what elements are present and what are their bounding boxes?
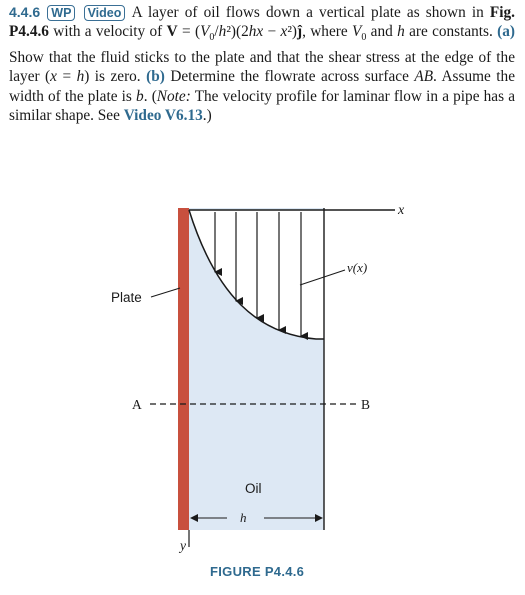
y-axis-label: y xyxy=(180,538,186,553)
text-segment: ²) xyxy=(287,23,297,41)
section-b-label: B xyxy=(361,397,371,412)
text-segment: − xyxy=(263,23,281,41)
v0-symbol: V xyxy=(351,23,362,41)
text-segment: , where xyxy=(302,23,352,41)
figure-caption: FIGURE P4.4.6 xyxy=(210,564,305,579)
text-segment: ) is zero. xyxy=(84,68,147,86)
x-symbol: x xyxy=(50,68,57,86)
figure-reference: Fig. P4.4.6 xyxy=(9,4,515,41)
h-symbol: h xyxy=(397,23,405,41)
text-segment: = xyxy=(56,68,77,86)
v0-symbol: V xyxy=(200,23,210,41)
section-a-label: A xyxy=(132,397,142,412)
text-segment: are constants. xyxy=(404,23,498,41)
note-label: Note: xyxy=(156,87,191,105)
plate xyxy=(178,208,189,530)
oil-label: Oil xyxy=(245,481,262,496)
text-segment: / xyxy=(214,23,219,41)
text-segment: = ( xyxy=(177,23,201,41)
b-symbol: b xyxy=(136,87,144,105)
text-segment: with a velocity of xyxy=(48,23,167,41)
part-a-label: (a) xyxy=(497,23,515,41)
h-symbol: h xyxy=(218,23,227,41)
plate-label: Plate xyxy=(111,290,142,305)
h-symbol: h xyxy=(76,68,85,86)
v0-subscript: 0 xyxy=(361,32,367,44)
plate-leader-line xyxy=(151,288,180,297)
text-segment: and xyxy=(366,23,398,41)
j-hat-symbol: ĵ xyxy=(297,23,303,41)
ab-symbol: AB xyxy=(414,68,434,86)
text-segment: Show that the fluid sticks to the plate and that the shear stress at the edge of the layer ( xyxy=(9,48,515,86)
h-dimension-label: h xyxy=(240,510,247,525)
hx-symbol: hx xyxy=(248,23,264,41)
x-axis-label: x xyxy=(398,203,405,218)
wp-tag[interactable]: WP xyxy=(47,5,75,21)
text-segment: Determine the flowrate across surface xyxy=(164,68,415,86)
velocity-vector: V xyxy=(166,23,178,41)
text-segment: The velocity profile for laminar flow in a pipe has a similar shape. See xyxy=(9,87,515,125)
video-reference[interactable]: Video V6.13 xyxy=(123,107,203,125)
problem-number: 4.4.6 xyxy=(9,4,41,20)
text-segment: ²)(2 xyxy=(226,23,249,41)
text-segment: A layer of oil flows down a vertical plate as shown in xyxy=(131,4,490,21)
v0-subscript: 0 xyxy=(209,32,215,44)
text-segment: . ( xyxy=(143,87,157,105)
x-symbol: x xyxy=(280,23,288,41)
part-b-label: (b) xyxy=(146,68,165,86)
video-tag[interactable]: Video xyxy=(84,5,126,21)
vx-label: v(x) xyxy=(347,260,368,275)
text-segment: .) xyxy=(202,107,212,125)
text-segment: . Assume the width of the plate is xyxy=(9,68,515,105)
